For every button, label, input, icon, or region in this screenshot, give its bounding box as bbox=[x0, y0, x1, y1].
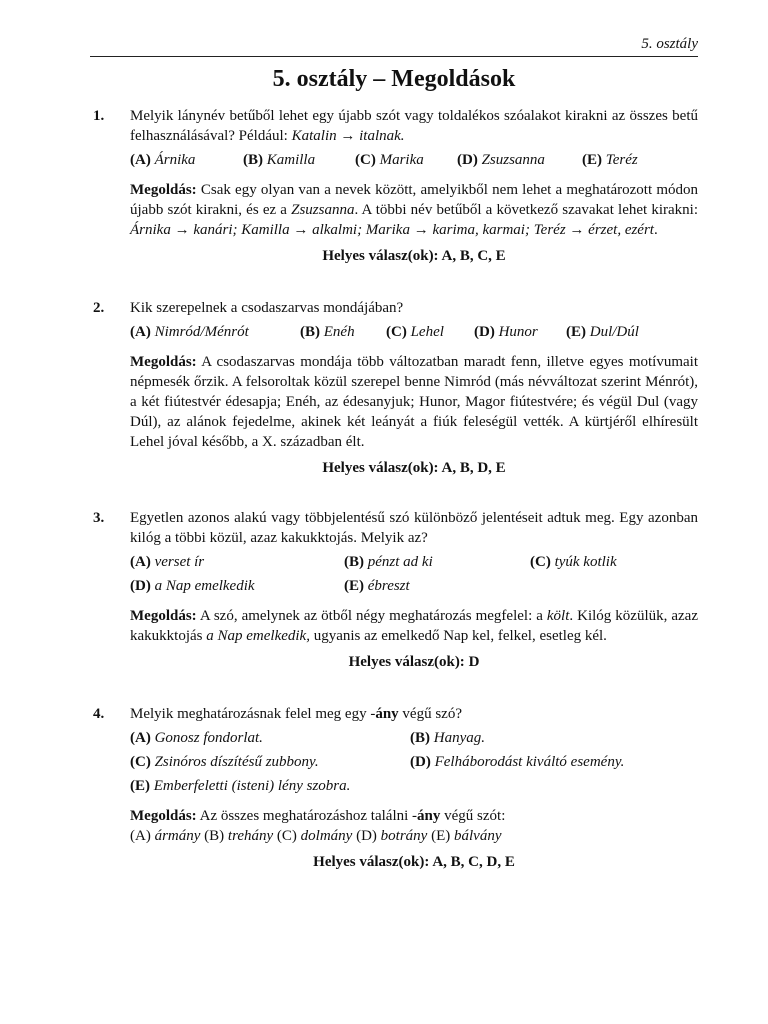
option-b: (B) Kamilla bbox=[243, 152, 316, 168]
option-b: (B) Hanyag. bbox=[410, 730, 485, 746]
text-run: végű szót: bbox=[440, 808, 506, 824]
text-run: A csodaszarvas mondája több változatban maradt fenn, illetve egyes motívumait népmesék őrzik. A felsoroltak közül szerepel benne Nimród (más névváltozat szerint Ménrót), a két fiútestvér édesapja; Enéh, az édesanyjuk; Hunor, Magor fiútestvére; és végül Dul (vagy Dúl), az alánok fejedelme, akinek két leányát a fiúk feleségül vették. A kürtjéről elhíresült Lehel jóval később, a X. században élt. bbox=[130, 354, 698, 450]
question-number: 1. bbox=[93, 108, 105, 124]
solution-label: Megoldás: bbox=[130, 608, 197, 624]
question-text bbox=[130, 106, 698, 146]
solution-label: Megoldás: bbox=[130, 354, 197, 370]
option-e: (E) Emberfeletti (isteni) lény szobra. bbox=[130, 778, 351, 794]
text-run: a Nap emelkedik, bbox=[206, 628, 310, 644]
option-b: (B) Enéh bbox=[300, 324, 355, 340]
header-rule bbox=[90, 56, 698, 57]
option-d: (D) Felháborodást kiváltó esemény. bbox=[410, 754, 625, 770]
text-run: Árnika → kanári; Kamilla → alkalmi; Marika → karima, karmai; Teréz → érzet, ezért bbox=[130, 222, 654, 238]
text-run: Melyik meghatározásnak felel meg egy - bbox=[130, 706, 376, 722]
solution-label: Megoldás: bbox=[130, 808, 197, 824]
options-grid bbox=[130, 552, 698, 596]
solution-item: (A) ármány bbox=[130, 828, 201, 844]
text-run: Katalin → italnak. bbox=[291, 128, 405, 144]
solution-label: Megoldás: bbox=[130, 182, 197, 198]
option-e: (E) Dul/Dúl bbox=[566, 324, 639, 340]
correct-answer: Helyes válasz(ok): A, B, C, D, E bbox=[313, 854, 515, 870]
text-run: . bbox=[653, 222, 658, 238]
text-run: Csak egy olyan van a nevek között, amelyikből nem lehet a meghatározott módon újabb szót kirakni, és ez a bbox=[130, 182, 698, 218]
text-run: Melyik lánynév betűből lehet egy újabb szót vagy toldalékos szóalakot kirakni az összes betű felhasználásával? Például: bbox=[130, 108, 698, 144]
question-number: 2. bbox=[93, 300, 105, 316]
solution-item: (D) botrány bbox=[356, 828, 428, 844]
option-a: (A) verset ír bbox=[130, 554, 205, 570]
option-d: (D) a Nap emelkedik bbox=[130, 578, 255, 594]
option-c: (C) Zsinóros díszítésű zubbony. bbox=[130, 754, 319, 770]
text-run: Egyetlen azonos alakú vagy többjelentésű szó különböző jelentéseit adtuk meg. Egy azonban kilóg a többi közül, azaz kakukktojás. Melyik az? bbox=[130, 510, 698, 546]
question-3 bbox=[93, 508, 698, 672]
solution-item: (E) bálvány bbox=[431, 828, 502, 844]
option-b: (B) pénzt ad ki bbox=[344, 554, 433, 570]
question-number: 4. bbox=[93, 706, 105, 722]
text-run: . A többi név betűből a következő szavakat lehet kirakni: bbox=[354, 202, 698, 218]
option-a: (A) Árnika bbox=[130, 152, 196, 168]
option-a: (A) Gonosz fondorlat. bbox=[130, 730, 263, 746]
correct-answer: Helyes válasz(ok): A, B, C, E bbox=[322, 248, 506, 264]
text-run: Zsuzsanna bbox=[291, 202, 355, 218]
text-run: . Kilóg közülük, azaz kakukktojás bbox=[130, 608, 698, 644]
option-c: (C) Lehel bbox=[386, 324, 444, 340]
solution bbox=[130, 352, 698, 452]
option-d: (D) Zsuzsanna bbox=[457, 152, 545, 168]
option-a: (A) Nimród/Ménrót bbox=[130, 324, 249, 340]
option-e: (E) Teréz bbox=[582, 152, 638, 168]
running-head: 5. osztály bbox=[641, 36, 698, 52]
text-run: Kik szerepelnek a csodaszarvas mondájában? bbox=[130, 300, 404, 316]
text-run: ány bbox=[375, 706, 399, 722]
page-title: 5. osztály – Megoldások bbox=[272, 66, 516, 92]
correct-answer: Helyes válasz(ok): D bbox=[348, 654, 480, 670]
solution bbox=[130, 180, 698, 240]
question-2 bbox=[93, 298, 698, 478]
option-e: (E) ébreszt bbox=[344, 578, 410, 594]
option-c: (C) Marika bbox=[355, 152, 424, 168]
question-4 bbox=[93, 704, 698, 872]
solution-word-list bbox=[130, 826, 698, 846]
options-row bbox=[130, 322, 698, 342]
solution-item: (C) dolmány bbox=[276, 828, 353, 844]
text-run: ugyanis az emelkedő Nap kel, felkel, esetleg kél. bbox=[309, 628, 607, 644]
text-run: Az összes meghatározáshoz találni - bbox=[199, 808, 418, 824]
text-run: költ bbox=[546, 608, 570, 624]
text-run: ány bbox=[417, 808, 441, 824]
question-number: 3. bbox=[93, 510, 105, 526]
question-text bbox=[130, 704, 698, 724]
solution bbox=[130, 806, 698, 826]
solution-item: (B) trehány bbox=[204, 828, 274, 844]
text-run: végű szó? bbox=[398, 706, 462, 722]
options-grid bbox=[130, 728, 698, 796]
question-text bbox=[130, 298, 698, 318]
correct-answer: Helyes válasz(ok): A, B, D, E bbox=[322, 460, 506, 476]
options-row bbox=[130, 150, 698, 170]
text-run: A szó, amelynek az ötből négy meghatározás megfelel: a bbox=[199, 608, 547, 624]
question-text bbox=[130, 508, 698, 548]
option-c: (C) tyúk kotlik bbox=[530, 554, 617, 570]
solution bbox=[130, 606, 698, 646]
option-d: (D) Hunor bbox=[474, 324, 538, 340]
question-1 bbox=[93, 106, 698, 266]
